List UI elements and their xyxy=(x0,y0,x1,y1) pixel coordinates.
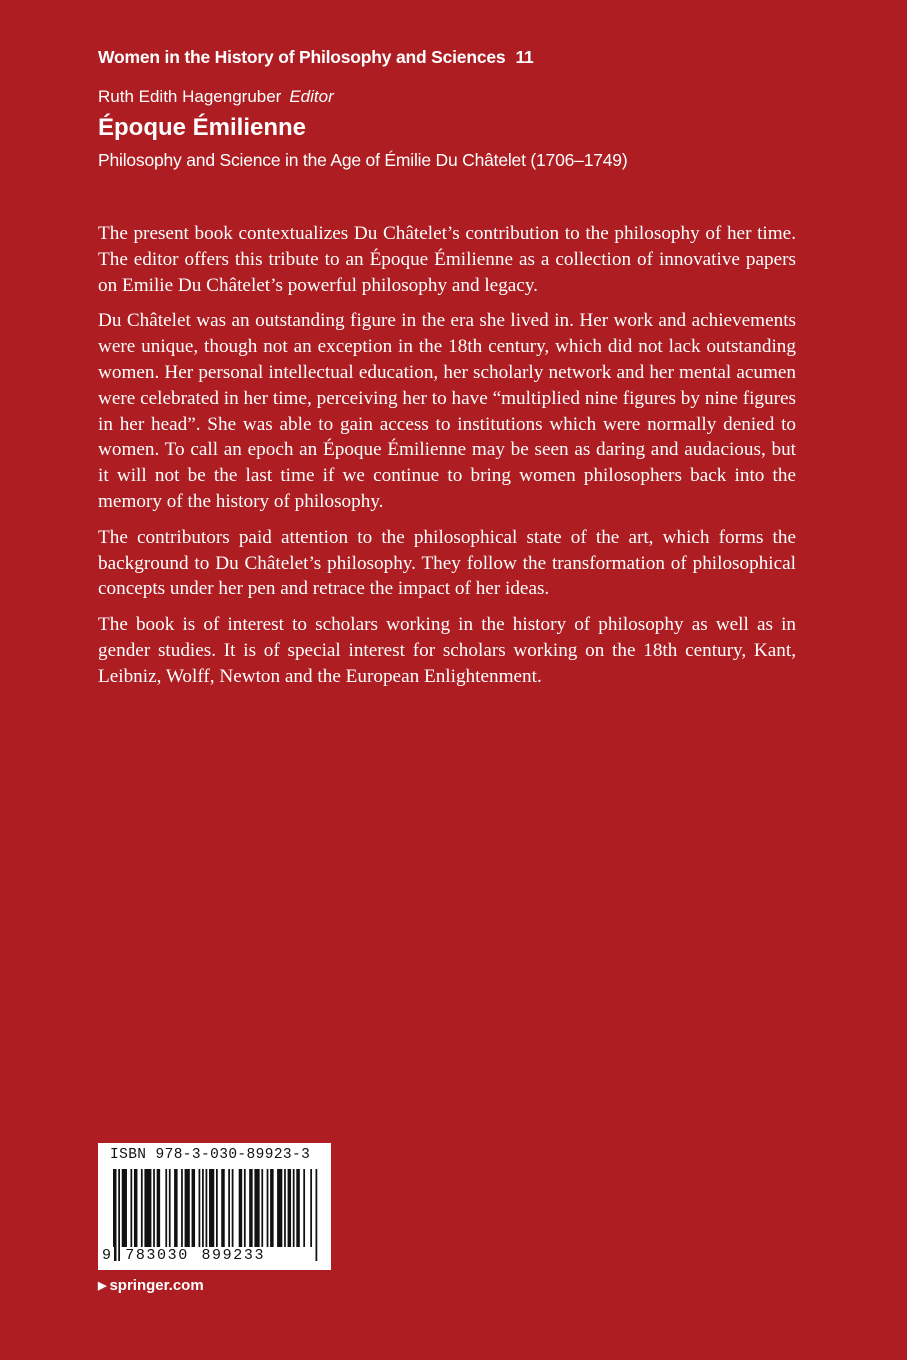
publisher-link-label: springer.com xyxy=(109,1277,204,1294)
barcode-bar xyxy=(277,1169,282,1247)
ean-right-group: 899233 xyxy=(201,1247,266,1264)
barcode-bar xyxy=(141,1169,143,1247)
series-heading xyxy=(98,47,534,68)
barcode-bar xyxy=(296,1169,299,1247)
publisher-link[interactable] xyxy=(98,1277,204,1294)
series-title: Women in the History of Philosophy and Sciences xyxy=(98,47,506,67)
barcode-bar xyxy=(261,1169,263,1247)
barcode-bar xyxy=(239,1169,242,1247)
blurb xyxy=(98,221,796,700)
barcode-bar xyxy=(244,1169,246,1247)
barcode-bar xyxy=(288,1169,291,1247)
blurb-paragraph: The present book contextualizes Du Châtelet’s contribution to the philosophy of her time. The editor offers this tribute to an Époque Émilienne as a collection of innovative papers on Emilie Du Châtelet’s powerful philosophy and legacy. xyxy=(98,223,796,296)
barcode-bar xyxy=(199,1169,201,1247)
editor-line xyxy=(98,87,334,107)
barcode-bar xyxy=(192,1169,195,1247)
ean-digits xyxy=(101,1247,328,1264)
barcode-bar xyxy=(310,1169,312,1247)
ean-left-group: 783030 xyxy=(125,1247,189,1264)
barcode-bar xyxy=(181,1169,183,1247)
barcode-bar xyxy=(267,1169,269,1247)
barcode-bar xyxy=(303,1169,305,1247)
barcode-bar xyxy=(270,1169,273,1247)
barcode-bar xyxy=(202,1169,204,1247)
book-title: Époque Émilienne xyxy=(98,114,307,141)
blurb-paragraph: Du Châtelet was an outstanding figure in the era she lived in. Her work and achievements were unique, though not an exception in the 18th century, which did not lack outstanding women. Her personal intellectual education, her scholarly network and her mental acumen were celebrated in her time, perceiving her to have “multiplied nine figures by nine figures in her head”. She was able to gain access to institutions which were normally denied to women. To call an epoch an Époque Émilienne may be seen as daring and audacious, but it will not be the last time if we continue to bring women philosophers back into the memory of the history of philosophy. xyxy=(98,310,796,512)
blurb-paragraph: The contributors paid attention to the philosophical state of the art, which forms the background to Du Châtelet’s philosophy. They follow the transformation of philosophical concepts under her pen and retrace the impact of her ideas. xyxy=(98,526,796,600)
play-arrow-icon: ▶ xyxy=(98,1280,107,1292)
isbn-barcode xyxy=(98,1143,331,1270)
barcode-bar xyxy=(228,1169,230,1247)
editor-name: Ruth Edith Hagengruber xyxy=(98,87,282,106)
barcode-bar xyxy=(157,1169,160,1247)
barcode-bar xyxy=(122,1169,127,1247)
barcode-bar xyxy=(232,1169,234,1247)
barcode-bar xyxy=(254,1169,259,1247)
barcode-bar xyxy=(134,1169,137,1247)
barcode-bar xyxy=(284,1169,286,1247)
isbn-label: ISBN 978-3-030-89923-3 xyxy=(110,1147,311,1163)
series-number: 11 xyxy=(515,47,534,67)
editor-role: Editor xyxy=(289,87,334,106)
book-subtitle: Philosophy and Science in the Age of Émilie Du Châtelet (1706–1749) xyxy=(98,150,628,170)
barcode-bar xyxy=(293,1169,295,1247)
barcode-bar xyxy=(185,1169,190,1247)
ean-first-digit: 9 xyxy=(102,1247,113,1264)
barcode-bar xyxy=(206,1169,208,1247)
barcode-bar xyxy=(144,1169,151,1247)
blurb-paragraph: The book is of interest to scholars working in the history of philosophy as well as in gender studies. It is of special interest for scholars working on the 18th century, Kant, Leibniz, Wolff, Newton and the European Enlightenment. xyxy=(98,614,796,687)
barcode-bar xyxy=(169,1169,171,1247)
barcode-bar xyxy=(130,1169,132,1247)
barcode-bar xyxy=(174,1169,177,1247)
barcode-bar xyxy=(165,1169,167,1247)
barcode-bar xyxy=(249,1169,252,1247)
barcode-bar xyxy=(153,1169,155,1247)
